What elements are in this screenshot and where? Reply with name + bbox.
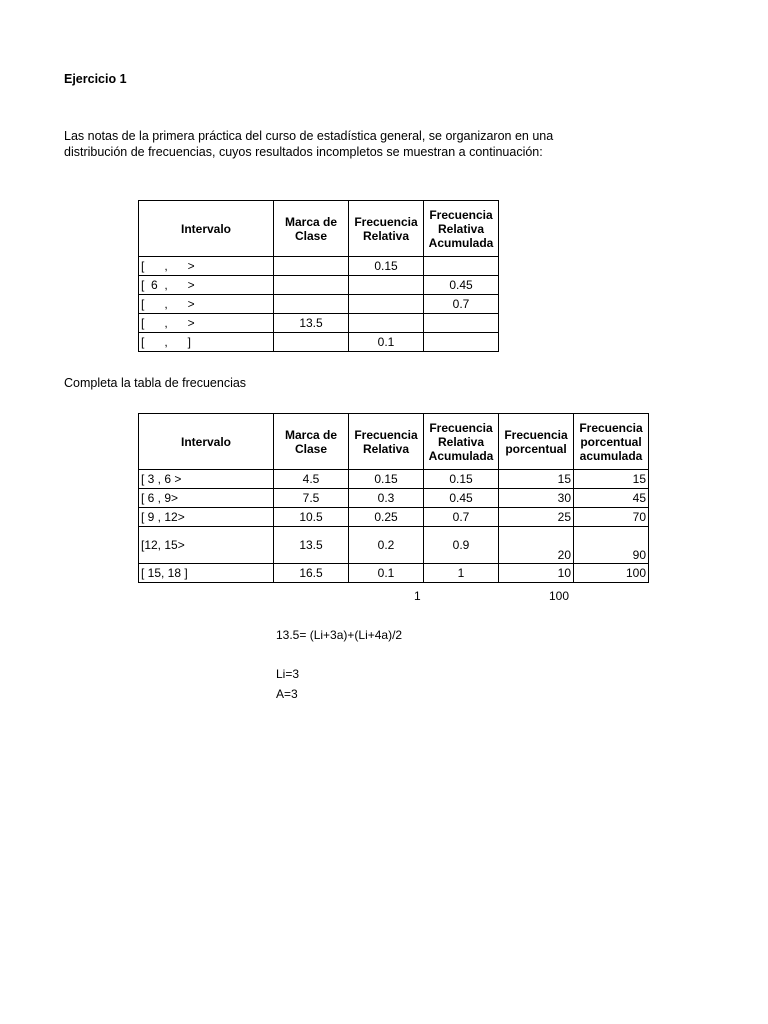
cell-rel-acc: 0.9 bbox=[424, 527, 499, 564]
instruction-text: Completa la tabla de frecuencias bbox=[64, 376, 247, 390]
cell-rel: 0.25 bbox=[349, 508, 424, 527]
cell-mark bbox=[274, 295, 349, 314]
table-row bbox=[139, 276, 499, 295]
cell-mark: 10.5 bbox=[274, 508, 349, 527]
cell-rel: 0.1 bbox=[349, 564, 424, 583]
cell-interval: [ 6 , 9> bbox=[139, 489, 274, 508]
equation-line: Li=3 bbox=[276, 667, 300, 681]
cell-rel-acc: 0.45 bbox=[424, 489, 499, 508]
cell-interval: [ , > bbox=[139, 314, 274, 333]
cell-rel-acc bbox=[424, 333, 499, 352]
cell-rel-acc: 0.15 bbox=[424, 470, 499, 489]
header-frecuencia-relativa: Frecuencia Relativa bbox=[349, 414, 424, 470]
cell-pct-acc: 90 bbox=[574, 527, 649, 564]
table-row bbox=[139, 489, 649, 508]
cell-interval: [ 6 , > bbox=[139, 276, 274, 295]
table-row bbox=[139, 257, 499, 276]
cell-rel: 0.3 bbox=[349, 489, 424, 508]
cell-rel-acc bbox=[424, 257, 499, 276]
cell-interval: [ , > bbox=[139, 295, 274, 314]
table-row bbox=[139, 527, 649, 564]
table-row bbox=[139, 564, 649, 583]
cell-rel-acc bbox=[424, 314, 499, 333]
cell-rel: 0.15 bbox=[349, 470, 424, 489]
cell-interval: [ 3 , 6 > bbox=[139, 470, 274, 489]
cell-pct: 20 bbox=[499, 527, 574, 564]
header-frecuencia-relativa: Frecuencia Relativa bbox=[349, 201, 424, 257]
cell-mark bbox=[274, 333, 349, 352]
cell-pct-acc: 70 bbox=[574, 508, 649, 527]
table-row bbox=[139, 295, 499, 314]
cell-pct-acc: 15 bbox=[574, 470, 649, 489]
cell-interval: [ 15, 18 ] bbox=[139, 564, 274, 583]
equation-line: 13.5= (Li+3a)+(Li+4a)/2 bbox=[276, 628, 403, 642]
incomplete-frequency-table bbox=[138, 200, 499, 352]
cell-rel bbox=[349, 295, 424, 314]
cell-rel: 0.15 bbox=[349, 257, 424, 276]
table-row bbox=[139, 333, 499, 352]
equation-line: A=3 bbox=[276, 687, 298, 701]
cell-pct: 25 bbox=[499, 508, 574, 527]
cell-interval: [ , > bbox=[139, 257, 274, 276]
cell-pct: 15 bbox=[499, 470, 574, 489]
header-frecuencia-porcentual: Frecuencia porcentual bbox=[499, 414, 574, 470]
header-frecuencia-relativa-acumulada: Frecuencia Relativa Acumulada bbox=[424, 201, 499, 257]
cell-interval: [ 9 , 12> bbox=[139, 508, 274, 527]
header-marca-clase: Marca de Clase bbox=[274, 201, 349, 257]
cell-pct-acc: 100 bbox=[574, 564, 649, 583]
cell-mark bbox=[274, 257, 349, 276]
cell-rel-acc: 0.7 bbox=[424, 295, 499, 314]
cell-mark: 13.5 bbox=[274, 527, 349, 564]
exercise-title: Ejercicio 1 bbox=[64, 72, 127, 86]
cell-pct: 10 bbox=[499, 564, 574, 583]
cell-mark: 4.5 bbox=[274, 470, 349, 489]
cell-pct-acc: 45 bbox=[574, 489, 649, 508]
cell-rel-acc: 0.45 bbox=[424, 276, 499, 295]
cell-interval: [ , ] bbox=[139, 333, 274, 352]
cell-interval: [12, 15> bbox=[139, 527, 274, 564]
cell-mark: 7.5 bbox=[274, 489, 349, 508]
total-relative: 1 bbox=[414, 589, 421, 603]
header-intervalo: Intervalo bbox=[139, 201, 274, 257]
header-marca-clase: Marca de Clase bbox=[274, 414, 349, 470]
header-intervalo: Intervalo bbox=[139, 414, 274, 470]
header-frecuencia-porcentual-acumulada: Frecuencia porcentual acumulada bbox=[574, 414, 649, 470]
cell-rel-acc: 0.7 bbox=[424, 508, 499, 527]
header-frecuencia-relativa-acumulada: Frecuencia Relativa Acumulada bbox=[424, 414, 499, 470]
cell-rel: 0.2 bbox=[349, 527, 424, 564]
cell-rel-acc: 1 bbox=[424, 564, 499, 583]
cell-rel bbox=[349, 314, 424, 333]
total-percent: 100 bbox=[549, 589, 570, 603]
cell-rel bbox=[349, 276, 424, 295]
cell-pct: 30 bbox=[499, 489, 574, 508]
cell-mark: 13.5 bbox=[274, 314, 349, 333]
table-row bbox=[139, 508, 649, 527]
complete-frequency-table bbox=[138, 413, 649, 583]
cell-rel: 0.1 bbox=[349, 333, 424, 352]
problem-statement: Las notas de la primera práctica del curso de estadística general, se organizaron en una distribución de frecuencias, cuyos resultados incompletos se muestran a continuación: bbox=[64, 129, 554, 159]
cell-mark: 16.5 bbox=[274, 564, 349, 583]
table-row bbox=[139, 314, 499, 333]
cell-mark bbox=[274, 276, 349, 295]
table-row bbox=[139, 470, 649, 489]
